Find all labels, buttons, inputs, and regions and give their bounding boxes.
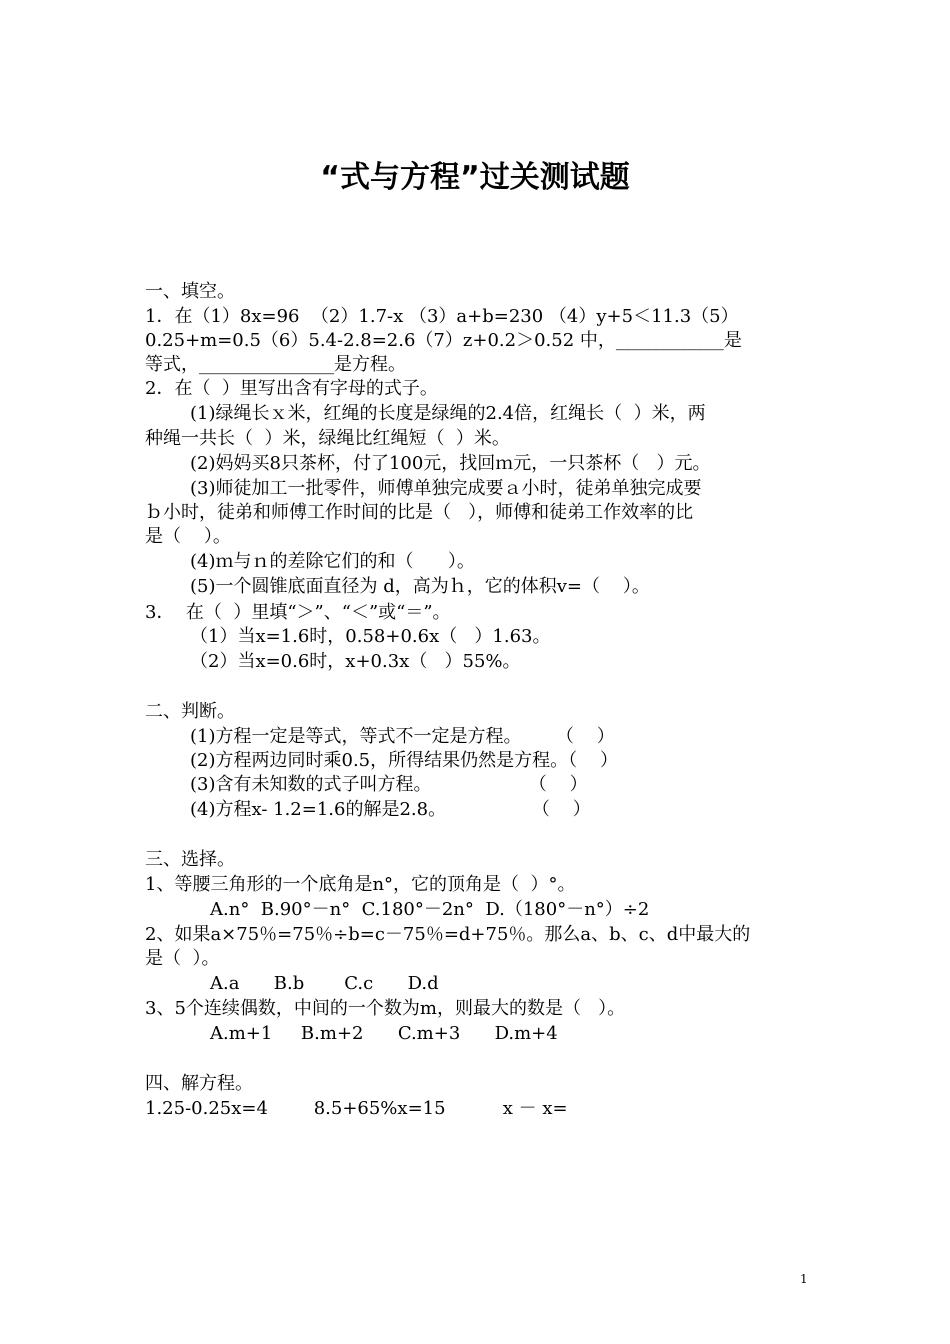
question-line: 是（ ）。 <box>145 526 231 547</box>
question-line: 2．在（ ）里写出含有字母的式子。 <box>145 378 438 399</box>
question-line: 3、5个连续偶数，中间的一个数为m，则最大的数是（ ）。 <box>145 998 626 1019</box>
question-line: (2)妈妈买8只茶杯，付了100元，找回ｍ元，一只茶杯（ ）元。 <box>190 453 711 474</box>
question-line: 是（ ）。 <box>145 948 220 969</box>
question-line: ｂ小时，徒弟和师傅工作时间的比是（ ），师傅和徒弟工作效率的比 <box>145 502 694 523</box>
question-line: (5)一个圆锥底面直径为 d，高为ｈ，它的体积v=（ ）。 <box>190 576 650 597</box>
equation-line: 1.25-0.25x=4 8.5+65%x=15 x － x= <box>145 1098 568 1119</box>
section-choice-heading: 三、选择。 <box>145 849 235 870</box>
question-line: 种绳一共长（ ）米，绿绳比红绳短（ ）米。 <box>145 428 510 449</box>
question-line: (4)方程x- 1.2=1.6的解是2.8。 （ ） <box>190 799 591 820</box>
choice-options: A.a B.b C.c D.d <box>210 973 439 994</box>
section-fill-blank-heading: 一、填空。 <box>145 281 235 302</box>
question-line: (2)方程两边同时乘0.5，所得结果仍然是方程。（ ） <box>190 750 619 771</box>
page-number: 1 <box>800 1272 808 1286</box>
choice-options: A.m+1 B.m+2 C.m+3 D.m+4 <box>210 1023 558 1044</box>
question-line: 等式，_______________是方程。 <box>145 354 406 375</box>
question-line: （1）当x=1.6时，0.58+0.6x（ ）1.63。 <box>190 626 551 647</box>
question-line: （2）当x=0.6时，x+0.3x（ ）55%。 <box>190 651 521 672</box>
section-judge-heading: 二、判断。 <box>145 701 235 722</box>
question-line: 3． 在（ ）里填“＞”、“＜”或“＝”。 <box>145 602 451 623</box>
question-line: 1．在（1）8x=96 （2）1.7-x （3）a+b=230 （4）y+5＜11.3（5） <box>145 306 739 327</box>
page-title: “式与方程”过关测试题 <box>320 160 630 195</box>
question-line: (3)师徒加工一批零件，师傅单独完成要ａ小时，徒弟单独完成要 <box>190 478 702 499</box>
question-line: (1)绿绳长ｘ米，红绳的长度是绿绳的2.4倍，红绳长（ ）米，两 <box>190 403 706 424</box>
section-solve-heading: 四、解方程。 <box>145 1073 253 1094</box>
question-line: 1、等腰三角形的一个底角是n°，它的顶角是（ ）°。 <box>145 874 576 895</box>
choice-options: A.n° B.90°－n° C.180°－2n° D.（180°－n°）÷2 <box>210 899 650 920</box>
question-line: (3)含有未知数的式子叫方程。 （ ） <box>190 774 588 795</box>
question-line: (4)ｍ与ｎ的差除它们的和（ ）。 <box>190 551 475 572</box>
question-line: 2、如果a×75％=75％÷b=c－75％=d+75％。那么a、b、c、d中最大的 <box>145 924 751 945</box>
question-line: 0.25+m=0.5（6）5.4-2.8=2.6（7）z+0.2＞0.52 中，____________是 <box>145 330 742 351</box>
question-line: (1)方程一定是等式，等式不一定是方程。 （ ） <box>190 726 615 747</box>
